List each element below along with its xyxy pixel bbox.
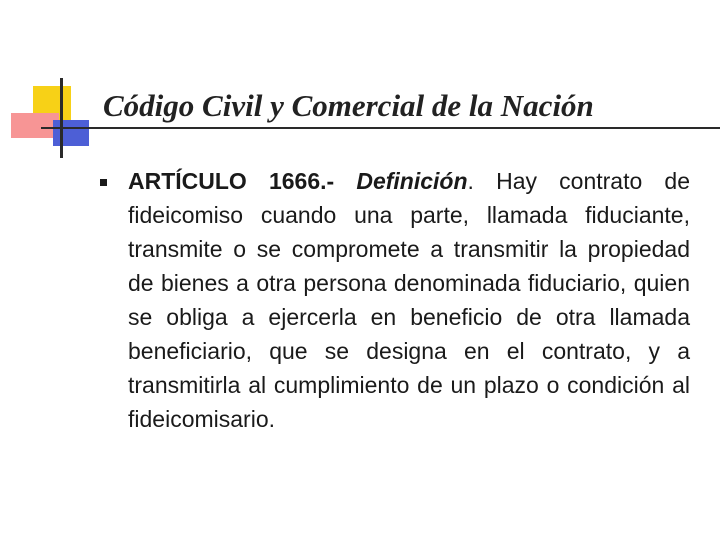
article-heading-separator: . (467, 168, 497, 194)
logo-vertical-line (60, 78, 63, 158)
bullet-square-icon (100, 179, 107, 186)
logo-red-square (11, 113, 59, 138)
slide-logo-decoration (0, 0, 100, 170)
article-heading: Definición (356, 168, 468, 194)
article-paragraph (128, 164, 690, 436)
article-body: Hay contrato de fideicomiso cuando una parte, llamada fiduciante, transmite o se compromete a transmitir la propiedad de bienes a otra persona denominada fiduciario, quien se obliga a ejercerla en beneficio de otra llamada beneficiario, que se designa en el contrato, y a transmitirla al cumplimiento de un plazo o condición al fideicomisario. (128, 168, 691, 432)
article-number: ARTÍCULO 1666.- (128, 168, 357, 194)
title-underline-rule (41, 127, 720, 129)
slide-title: Código Civil y Comercial de la Nación (103, 88, 594, 123)
logo-blue-square (53, 120, 89, 146)
